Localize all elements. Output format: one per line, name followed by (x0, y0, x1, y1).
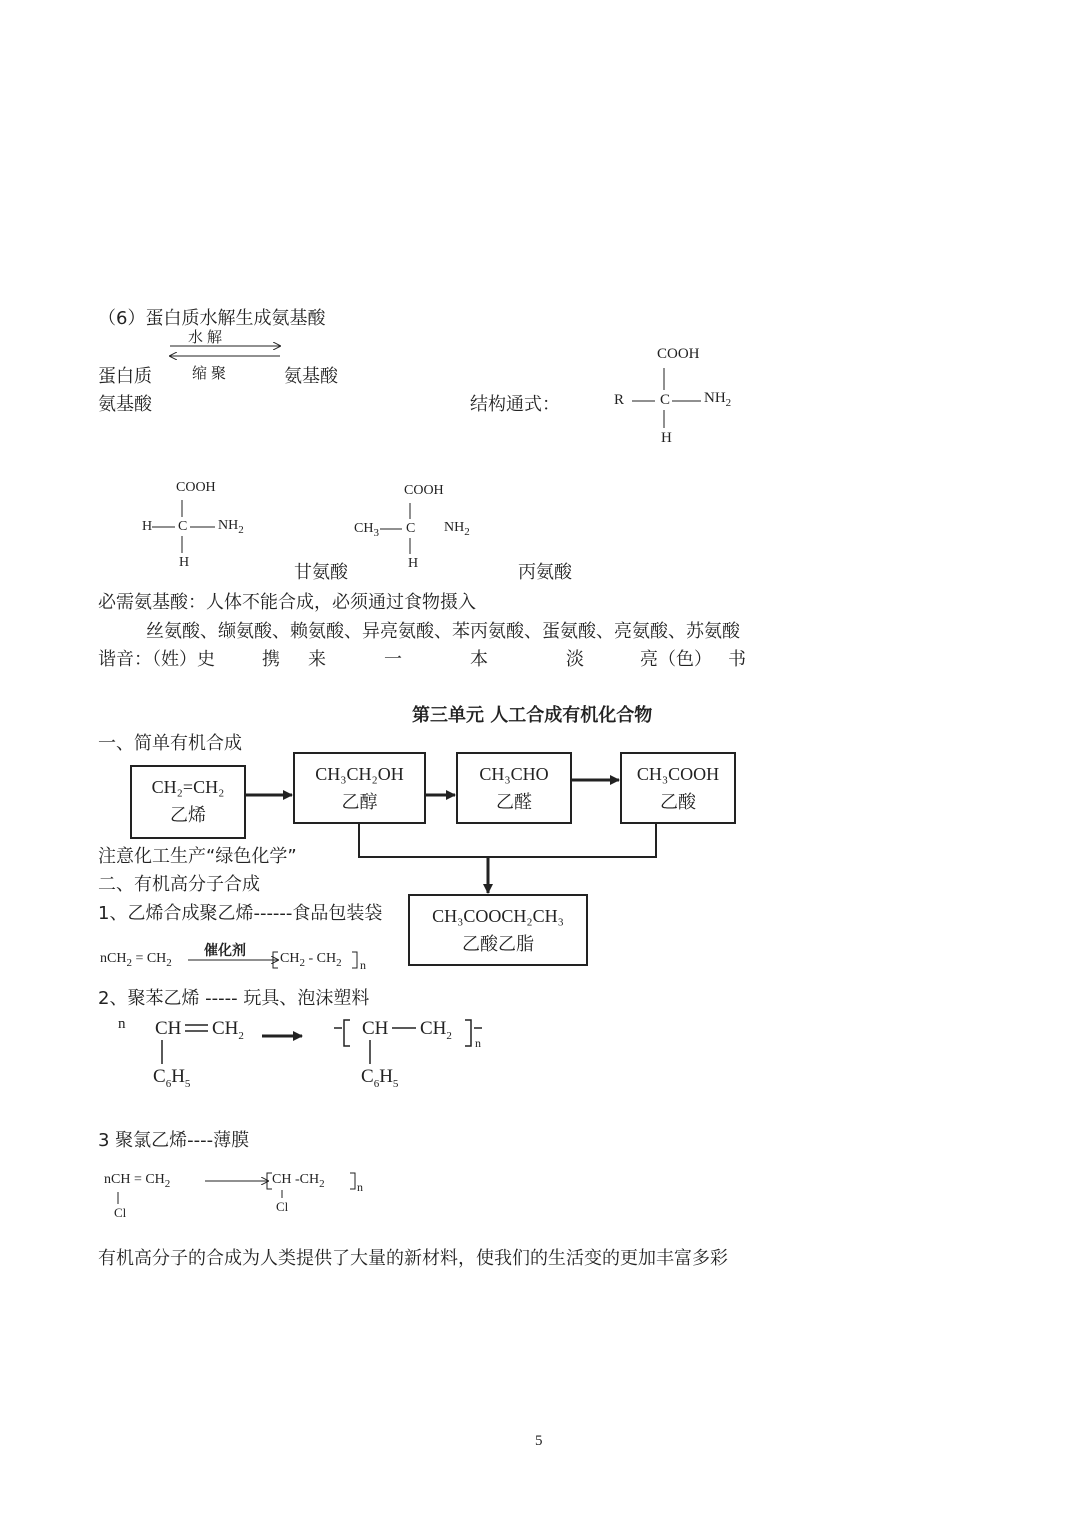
eq1-right: $CH_2 - CH_2$ (280, 951, 342, 969)
mnemonic-4: 本 (470, 649, 488, 670)
eq1-left: $nCH_2 = CH_2$ (100, 951, 172, 969)
alanine-cooh: COOH (404, 483, 444, 498)
eq2-prod-ch: CH (362, 1018, 389, 1039)
box-acetic-acid-formula: CH₃COOH (636, 764, 720, 784)
eq3-cl2: Cl (276, 1199, 289, 1214)
eq2-prod-c6h5: $C_6H_5$ (361, 1066, 399, 1090)
general-r: R (614, 392, 625, 408)
mnemonic-1: 携 (262, 649, 280, 670)
mnemonic-3: 一 (384, 649, 402, 670)
essential-amino-acids: 必需氨基酸：人体不能合成，必须通过食物摄入 (98, 592, 476, 613)
item-2-polystyrene: 2、聚苯乙烯 ----- 玩具、泡沫塑料 (98, 988, 370, 1009)
mnemonic-6: 亮（色） (640, 649, 712, 670)
glycine-h-left: H (142, 519, 153, 534)
eq3-n: n (357, 1180, 363, 1194)
alanine-h: H (408, 556, 419, 571)
eq3-cl: Cl (114, 1205, 127, 1220)
box-ethyl-acetate-name: 乙酸乙脂 (462, 934, 534, 954)
alanine-name: 丙氨酸 (518, 562, 572, 583)
box-ethanol-name: 乙醇 (341, 792, 378, 812)
glycine-h: H (179, 555, 190, 570)
glycine-name: 甘氨酸 (294, 562, 348, 583)
eq1-n: n (360, 958, 366, 972)
mnemonic-2: 来 (308, 649, 326, 670)
eq3-left: nCH = $CH_2$ (104, 1172, 171, 1190)
general-c: C (660, 392, 671, 408)
eq2-n: n (118, 1016, 126, 1032)
condensation-label: 缩聚 (192, 364, 231, 382)
box-ethylene-formula: CH₂=CH₂ (151, 777, 225, 797)
amino-acid-heading: 氨基酸 (98, 394, 152, 415)
box-ethyl-acetate-formula: CH₃COOCH₂CH₃ (432, 906, 564, 926)
unit-3-title: 第三单元 人工合成有机化合物 (412, 705, 653, 726)
amino-acid-list: 丝氨酸、缬氨酸、赖氨酸、异亮氨酸、苯丙氨酸、蛋氨酸、亮氨酸、苏氨酸 (146, 621, 740, 642)
protein-label: 蛋白质 (98, 366, 152, 387)
part-2-heading: 二、有机高分子合成 (98, 874, 260, 895)
eq2-c6h5: $C_6H_5$ (153, 1066, 191, 1090)
alanine-ch3: $CH_3$ (354, 521, 379, 539)
eq2-ch2: $CH_2$ (212, 1018, 244, 1042)
box-acetaldehyde-name: 乙醛 (496, 792, 532, 812)
mnemonic-5: 淡 (566, 649, 584, 670)
item-3-pvc: 3 聚氯乙烯----薄膜 (98, 1130, 250, 1151)
hydrolysis-label: 水解 (188, 328, 227, 346)
mnemonic-0: 谐音：（姓）史 (98, 649, 215, 670)
general-cooh: COOH (657, 346, 700, 362)
glycine-cooh: COOH (176, 480, 216, 495)
alanine-c: C (406, 521, 416, 536)
alanine-nh2: $NH_2$ (444, 520, 470, 538)
eq2-ch: CH (155, 1018, 182, 1039)
amino-acid-label: 氨基酸 (284, 366, 338, 387)
eq1-catalyst: 催化剂 (204, 943, 246, 959)
box-acetaldehyde-formula: CH₃CHO (479, 764, 549, 784)
glycine-c: C (178, 519, 188, 534)
eq3-right: CH $-CH_2$ (272, 1172, 325, 1190)
closing-sentence: 有机高分子的合成为人类提供了大量的新材料，使我们的生活变的更加丰富多彩 (98, 1248, 728, 1269)
glycine-nh2: $NH_2$ (218, 518, 244, 536)
box-acetic-acid-name: 乙酸 (660, 792, 696, 812)
eq2-prod-ch2: $CH_2$ (420, 1018, 452, 1042)
box-ethanol-formula: CH₃CH₂OH (315, 764, 404, 784)
box-ethylene-name: 乙烯 (170, 805, 206, 825)
item-1-polyethylene: 1、乙烯合成聚乙烯------食品包装袋 (98, 903, 383, 924)
part-1-heading: 一、简单有机合成 (98, 733, 242, 754)
page-number: 5 (535, 1433, 543, 1449)
general-nh2: $NH_2$ (704, 390, 732, 409)
green-chemistry-note: 注意化工生产“绿色化学” (98, 846, 297, 867)
eq2-sub-n: n (475, 1036, 481, 1050)
section-6-title: （6）蛋白质水解生成氨基酸 (98, 308, 326, 329)
general-h: H (661, 430, 672, 446)
general-formula-label: 结构通式： (470, 394, 560, 415)
mnemonic-7: 书 (728, 649, 746, 670)
